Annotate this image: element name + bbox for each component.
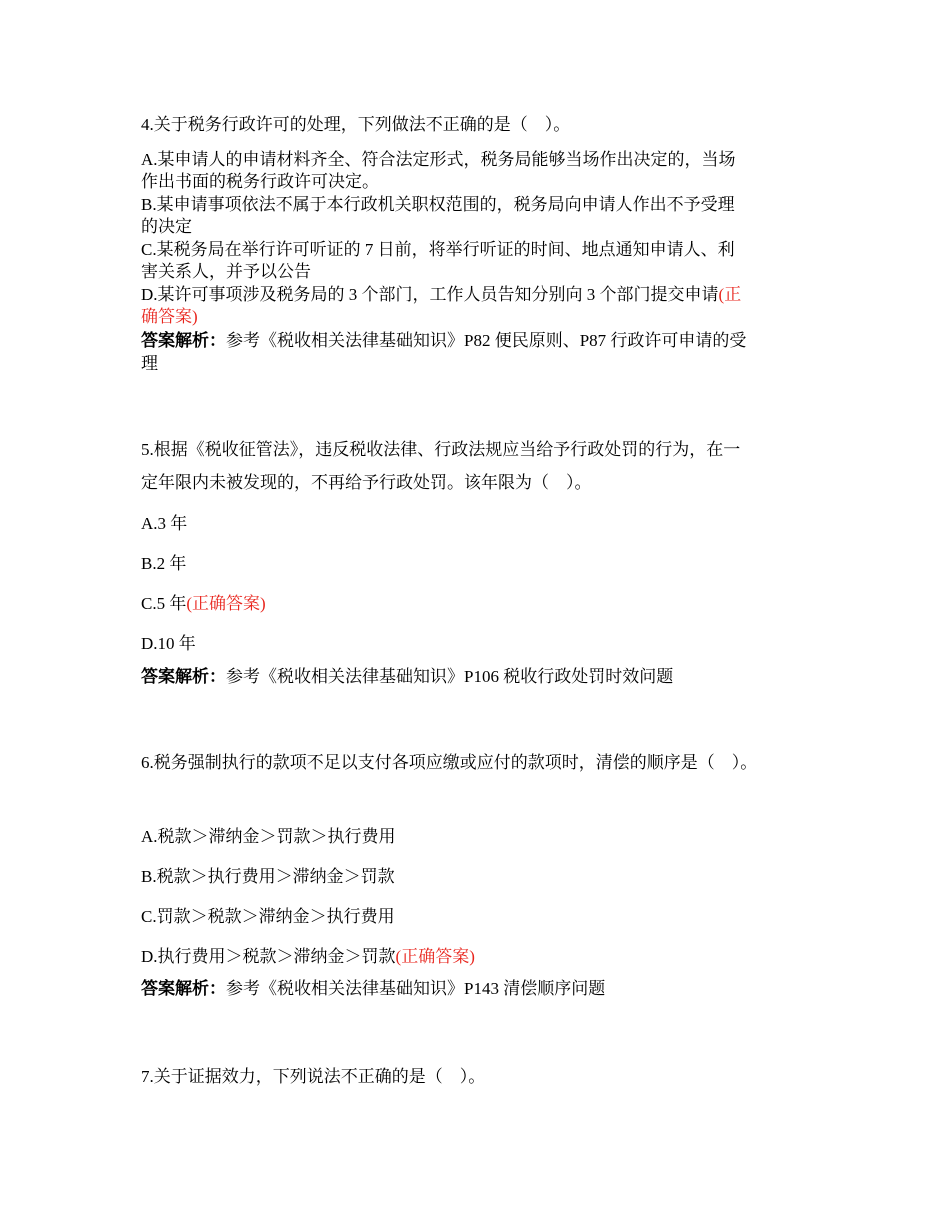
question-6-option-d-text: D.执行费用＞税款＞滞纳金＞罚款	[141, 947, 396, 966]
question-4-option-d-text: D.某许可事项涉及税务局的 3 个部门，工作人员告知分别向 3 个部门提交申请	[141, 285, 719, 304]
question-4-analysis-line2: 理	[141, 354, 158, 373]
correct-answer-mark: (正确答案)	[395, 947, 475, 966]
question-4-option-a-line1: A.某申请人的申请材料齐全、符合法定形式，税务局能够当场作出决定的，当场	[141, 150, 736, 169]
correct-answer-mark: (正确答案)	[186, 594, 266, 613]
question-7-stem: 7.关于证据效力，下列说法不正确的是（ ）。	[141, 1067, 486, 1086]
question-4-analysis-line1	[141, 330, 746, 352]
question-5-option-d: D.10 年	[141, 634, 196, 653]
question-4-stem: 4.关于税务行政许可的处理，下列做法不正确的是（ ）。	[141, 115, 571, 134]
question-6-option-d	[141, 946, 475, 968]
question-6-stem: 6.税务强制执行的款项不足以支付各项应缴或应付的款项时，清偿的顺序是（ ）。	[141, 753, 758, 772]
analysis-text: 参考《税收相关法律基础知识》P82 便民原则、P87 行政许可申请的受	[226, 331, 747, 350]
question-4-option-d-line1	[141, 284, 741, 306]
question-5-option-c-text: C.5 年	[141, 594, 187, 613]
question-5-analysis	[141, 666, 673, 688]
question-4-option-c-line2: 害关系人，并予以公告	[141, 262, 311, 281]
question-5-stem-line2: 定年限内未被发现的，不再给予行政处罚。该年限为（ ）。	[141, 473, 592, 492]
question-5-stem-line1: 5.根据《税收征管法》，违反税收法律、行政法规应当给予行政处罚的行为，在一	[141, 440, 741, 459]
question-5-option-b: B.2 年	[141, 554, 187, 573]
correct-answer-mark-continued: 确答案)	[141, 307, 198, 326]
analysis-label: 答案解析：	[141, 331, 226, 350]
analysis-label: 答案解析：	[141, 667, 226, 686]
question-4-option-b-line2: 的决定	[141, 217, 192, 236]
question-4-option-a-line2: 作出书面的税务行政许可决定。	[141, 172, 379, 191]
question-6-option-b: B.税款＞执行费用＞滞纳金＞罚款	[141, 867, 395, 886]
analysis-text: 参考《税收相关法律基础知识》P106 税收行政处罚时效问题	[226, 667, 674, 686]
analysis-label: 答案解析：	[141, 979, 226, 998]
question-6-analysis	[141, 978, 605, 1000]
question-6-option-a: A.税款＞滞纳金＞罚款＞执行费用	[141, 827, 396, 846]
question-4-option-b-line1: B.某申请事项依法不属于本行政机关职权范围的，税务局向申请人作出不予受理	[141, 195, 735, 214]
question-5-option-c	[141, 593, 266, 615]
question-6-option-c: C.罚款＞税款＞滞纳金＞执行费用	[141, 907, 395, 926]
question-5-option-a: A.3 年	[141, 514, 188, 533]
analysis-text: 参考《税收相关法律基础知识》P143 清偿顺序问题	[226, 979, 606, 998]
correct-answer-mark: (正	[718, 285, 742, 304]
question-4-option-c-line1: C.某税务局在举行许可听证的 7 日前，将举行听证的时间、地点通知申请人、利	[141, 240, 735, 259]
